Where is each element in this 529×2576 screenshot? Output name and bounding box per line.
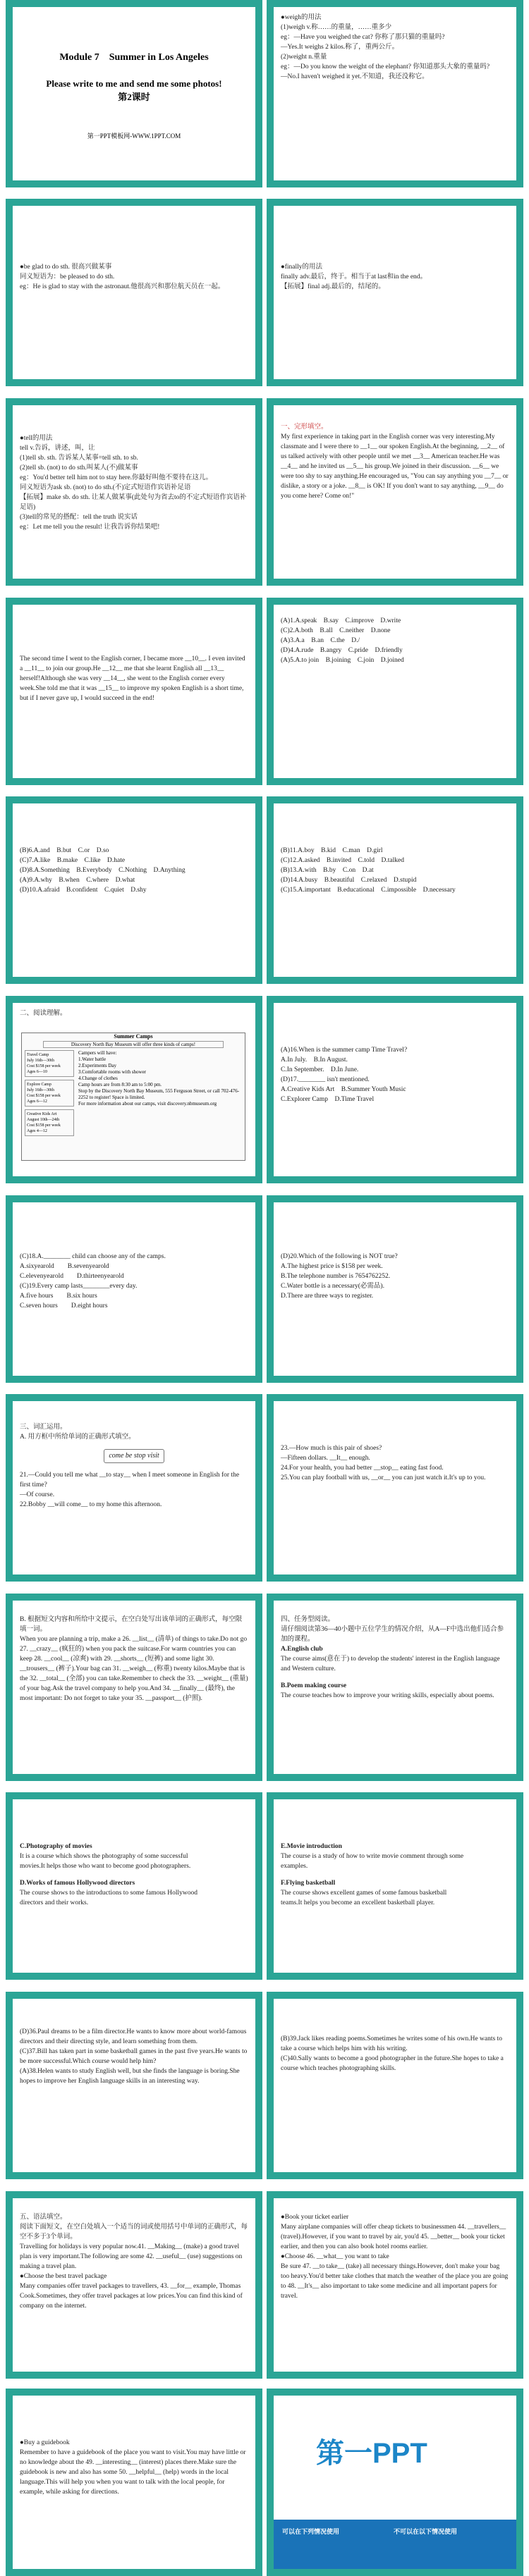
band-left-title: 可以在下列情况使用: [282, 2528, 340, 2535]
instruction: B. 根据短文内容和所给中文提示，在空白处写出该单词的正确形式，每空限填一词。: [20, 1616, 243, 1633]
slide-4[interactable]: [267, 199, 523, 386]
word-box: come be stop visit: [104, 1449, 164, 1463]
answer-line: (A)9.A.why B.when C.where D.what: [20, 877, 135, 884]
answer-line: (B)6.A.and B.but C.or D.so: [20, 847, 109, 854]
section-heading: 二、阅读理解。: [20, 1010, 67, 1017]
text-line: (2)tell sb. (not) to do sth.叫某人(不)做某事: [20, 464, 138, 472]
text-line: 23.—How much is this pair of shoes?: [281, 1445, 382, 1452]
text-line: eg：You'd better tell him not to stay here.你最好叫他不要待在这儿。: [20, 474, 213, 481]
text-line: ●Choose 46. __what__ you want to take: [281, 2253, 389, 2260]
text-line: —Yes.It weighs 2 kilos.称了，重两公斤。: [281, 44, 399, 51]
slide-21-content: [13, 1999, 255, 2172]
text-line: (1)tell sb. sth. 告诉某人某事=tell sth. to sb.: [20, 455, 138, 462]
band-right-title: 不可以在以下情况使用: [394, 2528, 458, 2535]
answer-line: (B)11.A.boy B.kid C.man D.girl: [281, 847, 383, 854]
text-line: (A)38.Helen wants to study English well, but she finds the language is boring.She hopes to improve her English language skills in an interesting way.: [20, 2068, 240, 2085]
table-title: Summer Camps: [114, 1033, 153, 1040]
answer-line: (C)12.A.asked B.invited C.told D.talked: [281, 857, 404, 864]
instruction: 阅读下面短文，在空白处填入一个适当的词或使用括号中单词的正确形式，每空不多于3个单词。: [20, 2224, 248, 2241]
text-line: 25.You can play football with us, __or__ you can just watch it.It's up to you.: [281, 1474, 486, 1481]
text-line: C.Water bottle is a necessary(必需品).: [281, 1283, 384, 1290]
text-line: ●tell的用法: [20, 435, 53, 442]
slide-12-content: [274, 1003, 516, 1176]
answer-line: (A)5.A.to join B.joining C.join D.joined: [281, 657, 404, 664]
text-line: C.Explorer Camp D.Time Travel: [281, 1096, 375, 1103]
answer-line: (B)13.A.with B.by C.on D.at: [281, 867, 374, 874]
text-line: 【拓展】make sb. do sth. 让某人做某事(此处句为省去to的不定式短语作宾语补足语): [20, 494, 247, 511]
text-line: eg：—Do you know the weight of the elephant? 你知道那头大象的重量吗?: [281, 63, 490, 70]
answer-line: (D)14.A.busy B.beautiful C.relaxed D.stupid: [281, 877, 417, 884]
slide-8-content: [274, 605, 516, 778]
text-line: (2)weight n.重量: [281, 54, 327, 61]
slide-11[interactable]: [6, 996, 262, 1183]
slide-22[interactable]: [267, 1992, 523, 2179]
text-line: —Of course.: [20, 1491, 55, 1498]
slide-10-content: [274, 803, 516, 977]
passage: Many companies offer travel packages to travellers, 43. __for__ example, Thomas Cook.Sometimes, they offer travel packages at low prices.You can find this kind of company on the internet.: [20, 2283, 243, 2310]
text-line: eg：Let me tell you the result! 让我告诉你结果吧!: [20, 524, 160, 531]
section-heading: 四、任务型阅读。: [281, 1616, 335, 1623]
text-line: (A)16.When is the summer camp Time Travel?: [281, 1047, 408, 1054]
slide-13-content: [13, 1202, 255, 1376]
section-heading: 一、完形填空。: [281, 424, 328, 431]
slide-1[interactable]: [6, 0, 262, 187]
text-line: eg：—Have you weighed the cat? 你称了那只猫的重量吗?: [281, 34, 445, 41]
slide-3[interactable]: [6, 199, 262, 386]
answer-line: (D)4.A.rude B.angry C.pride D.friendly: [281, 647, 403, 654]
slide-20-content: [274, 1799, 516, 1973]
text-line: eg：He is glad to stay with the astronaut.他很高兴和那位航天员在一起。: [20, 283, 225, 290]
slide-14[interactable]: [267, 1195, 523, 1383]
slide-19-content: [13, 1799, 255, 1973]
ppt-band: [274, 2520, 516, 2569]
slide-15-content: [13, 1401, 255, 1574]
slide-5-content: [13, 405, 255, 579]
ppt-logo: 第一PPT: [316, 2438, 427, 2469]
course-name: D.Works of famous Hollywood directors: [20, 1880, 135, 1887]
course-desc: The course shows excellent games of some famous basketball teams.It helps you become an excellent basketball player.: [281, 1890, 447, 1906]
slide-title: Module 7 Summer in Los Angeles: [59, 52, 209, 63]
instruction: A. 用方框中所给单词的正确形式填空。: [20, 1434, 135, 1441]
text-line: A.In July. B.In August.: [281, 1056, 348, 1064]
answer-line: (D)8.A.Something B.Everybody C.Nothing D.Anything: [20, 867, 186, 874]
passage: The second time I went to the English corner, I became more __10__. I even invited a __11__ to join our group.He __12__ me that she learnt English all __13__ herself!Although she was very __14__, she went to the English corner every week.She told me that it was __15__ to improve my spoken English is a short time, but if I never gave up, I would succeed in the end!: [20, 655, 245, 702]
passage: My first experience in taking part in the English corner was very interesting.My classmate and I were there to __1__ our spoken English.At the beginning, __2__ of us talked actively with other people until we met __3__ American teacher.He was __4__ and he invited us __5__ his group.We joined in their discussion. __6__ we were too shy to say anything.He encouraged us, "You can say anything you __7__ or dislike, a story or a joke. __8__ is OK! If you don't want to say anything, __9__ do you come here? Come on!": [281, 433, 509, 500]
slide-19[interactable]: [6, 1792, 262, 1980]
course-desc: The course is a study of how to write movie comment through some examples.: [281, 1853, 464, 1870]
course-name: F.Flying basketball: [281, 1880, 336, 1887]
course-name: B.Poem making course: [281, 1682, 347, 1689]
slide-2[interactable]: [267, 0, 523, 187]
slide-26[interactable]: [267, 2389, 523, 2576]
text-line: A.sixyearold B.sevenyearold: [20, 1263, 109, 1270]
slide-22-content: [274, 1999, 516, 2172]
slide-14-content: [274, 1202, 516, 1376]
passage: Travelling for holidays is very popular now.41. __Making__ (make) a good travel plan is very important.The following are some 42. __useful__ (use) suggestions on making a travel plan.: [20, 2243, 243, 2270]
text-line: (C)18.A.________ child can choose any of the camps.: [20, 1253, 166, 1260]
text-line: tell v.告诉，讲述，叫，让: [20, 445, 95, 452]
slide-15[interactable]: [6, 1394, 262, 1582]
text-line: (D)20.Which of the following is NOT true?: [281, 1253, 398, 1260]
answer-line: (A)3.A.a B.an C.the D./: [281, 637, 360, 644]
slide-6[interactable]: [267, 398, 523, 586]
bullet-item: ●Choose the best travel package: [20, 2273, 107, 2280]
course-desc: The course aims(意在于) to develop the students' interest in the English language and Western culture.: [281, 1656, 500, 1672]
instruction: 请仔细阅读第36—40小题中五位学生的情况介绍，从A—F中选出他们适合参加的课程。: [281, 1626, 504, 1643]
text-line: Be sure 47. __to take__ (take) all necessary things.However, don't make your bag too heavy.You'd better take clothes that match the weather of the place you are going to 48. __It's__ also important to take some medicine and all important papers for travel.: [281, 2263, 509, 2300]
camp-info: Campers will have: 1.Water battle 2.Experiments Day 3.Comfortable rooms with shower 4.Change of clothes Camp hours are from 8:30 am to 5:00 pm. Stop by the Discovery North Bay Museum, 555 Ferguson Street, or call 702-476-2252 to register! Space is limited. For more information about our camps, visit discovery.nbmuseum.org: [78, 1050, 240, 1107]
slide-24[interactable]: [267, 2191, 523, 2379]
text-line: C.In September. D.In June.: [281, 1066, 359, 1073]
text-line: B.The telephone number is 7654762252.: [281, 1273, 391, 1280]
text-line: 22.Bobby __will come__ to my home this afternoon.: [20, 1501, 162, 1508]
text-line: (D)36.Paul dreams to be a film director.He wants to know more about world-famous directors and their directing style, and learn something from them.: [20, 2028, 247, 2045]
text-line: (C)40.Sally wants to become a good photographer in the future.She hopes to take a course which teaches photographing skills.: [281, 2055, 504, 2072]
slide-21[interactable]: [6, 1992, 262, 2179]
text-line: (3)tell的常见的搭配：tell the truth 说实话: [20, 514, 138, 521]
slide-5[interactable]: [6, 398, 262, 586]
text-line: —No.I haven't weighed it yet.不知道，我还没称它。: [281, 73, 429, 80]
text-line: ●weigh的用法: [281, 14, 322, 21]
slide-18-content: [274, 1601, 516, 1774]
text-line: (C)19.Every camp lasts________every day.: [20, 1283, 138, 1290]
text-line: —Fifteen dollars. __It__ enough.: [281, 1455, 370, 1462]
text-line: (C)37.Bill has taken part in some basketball games in the past five years.He wants to be more successful.Which course would help him?: [20, 2048, 248, 2065]
text-line: Remember to have a guidebook of the place you want to visit.You may have little or no knowledge about the 49. __interesting__ (interest) places there.Make sure the guidebook is new and also has some 50. __helpful__ (help) words in the local language.This will help you when you want to talk with the local people, for example, while asking for directions.: [20, 2449, 246, 2496]
summer-camps-table: [21, 1033, 245, 1161]
slide-9-content: [13, 803, 255, 977]
camp-cell: Travel Camp July 16th—30th Cost $158 per week Ages 6—10: [25, 1050, 74, 1077]
course-name: A.English club: [281, 1646, 323, 1653]
slide-16[interactable]: [267, 1394, 523, 1582]
text-line: 同义短语为：be pleased to do sth.: [20, 273, 115, 281]
answer-line: (D)10.A.afraid B.confident C.quiet D.shy: [20, 887, 147, 894]
slide-12[interactable]: [267, 996, 523, 1183]
slide-20[interactable]: [267, 1792, 523, 1980]
text-line: C.elevenyearold D.thirteenyearold: [20, 1273, 124, 1280]
camp-cell: Explore Camp July 16th—30th Cost $158 per week Ages 6—12: [25, 1080, 74, 1107]
text-line: ●Buy a guidebook: [20, 2439, 70, 2446]
camp-cell: Creative Kids Art August 10th—24th Cost $158 per week Ages 4—12: [25, 1109, 74, 1136]
course-desc: It is a course which shows the photography of some successful movies.It helps those who want to become good photographers.: [20, 1853, 191, 1870]
course-desc: The course shows to the introductions to some famous Hollywood directors and their works.: [20, 1890, 197, 1906]
camp-list: [25, 1050, 74, 1139]
text-line: C.seven hours D.eight hours: [20, 1302, 108, 1309]
slide-8[interactable]: [267, 598, 523, 785]
course-desc: The course teaches how to improve your writing skills, especially about poems.: [281, 1692, 494, 1699]
answer-line: (A)1.A.speak B.say C.improve D.write: [281, 617, 401, 624]
text-line: A.Creative Kids Art B.Summer Youth Music: [281, 1086, 406, 1093]
table-subtitle: Discovery North Bay Museum will offer three kinds of camps!: [43, 1041, 224, 1048]
slide-7-content: [13, 605, 255, 778]
slide-17-content: [13, 1601, 255, 1774]
slide-4-content: [274, 206, 516, 379]
section-heading: 五、语法填空。: [20, 2214, 67, 2221]
slide-16-content: [274, 1401, 516, 1574]
slide-10[interactable]: [267, 796, 523, 984]
slide-23[interactable]: [6, 2191, 262, 2379]
text-line: finally adv.最后，终于。相当于at last和in the end。: [281, 273, 427, 281]
answer-line: (C)15.A.important B.educational C.impossible D.necessary: [281, 887, 456, 894]
text-line: ●Book your ticket earlier: [281, 2214, 349, 2221]
text-line: Many airplane companies will offer cheap tickets to businessmen 44. __travellers__ (travel).However, if you want to travel by air, you'd 45. __better__ book your ticket earlier, and then you can also book hotel rooms earlier.: [281, 2224, 506, 2250]
text-line: ●be glad to do sth. 很高兴做某事: [20, 264, 112, 271]
slide-3-content: [13, 206, 255, 379]
slide-23-content: [13, 2198, 255, 2372]
slide-25[interactable]: [6, 2389, 262, 2576]
section-heading: 三、词汇运用。: [20, 1424, 67, 1431]
text-line: 24.For your health, you had better __stop__ eating fast food.: [281, 1465, 444, 1472]
text-line: 21.—Could you tell me what __to stay__ when I meet someone in English for the first time?: [20, 1472, 240, 1489]
text-line: D.There are three ways to register.: [281, 1293, 374, 1300]
slide-subtitle: Please write to me and send me some photos!: [46, 78, 222, 89]
slide-18[interactable]: [267, 1594, 523, 1781]
text-line: (1)weigh v.称……的重量，……重多少: [281, 24, 392, 31]
slide-credit: 第一PPT模板网-WWW.1PPT.COM: [87, 133, 181, 140]
slide-24-content: [274, 2198, 516, 2372]
slide-6-content: [274, 405, 516, 579]
slide-7[interactable]: [6, 598, 262, 785]
text-line: 【拓展】final adj.最后的，结尾的。: [281, 283, 385, 290]
slide-26-content: [274, 2396, 516, 2569]
slide-2-content: [274, 7, 516, 180]
course-name: C.Photography of movies: [20, 1843, 92, 1850]
text-line: A.The highest price is $158 per week.: [281, 1263, 383, 1270]
answer-line: (C)2.A.both B.all C.neither D.none: [281, 627, 391, 634]
slide-1-content: [13, 7, 255, 180]
slide-13[interactable]: [6, 1195, 262, 1383]
text-line: 同义短语为ask sb. (not) to do sth.(不)定式短语作宾语补足语: [20, 484, 191, 491]
slide-9[interactable]: [6, 796, 262, 984]
slide-17[interactable]: [6, 1594, 262, 1781]
course-name: E.Movie introduction: [281, 1843, 342, 1850]
slide-11-content: [13, 1003, 255, 1176]
text-line: (B)39.Jack likes reading poems.Sometimes he writes some of his own.He wants to take a course which helps him with his writing.: [281, 2035, 502, 2052]
slide-25-content: [13, 2396, 255, 2569]
text-line: (D)17.________ isn't mentioned.: [281, 1076, 370, 1083]
answer-line: (C)7.A.like B.make C.like D.hate: [20, 857, 126, 864]
text-line: ●finally的用法: [281, 264, 323, 271]
text-line: A.five hours B.six hours: [20, 1293, 97, 1300]
passage: When you are planning a trip, make a 26. __list__ (清单) of things to take.Do not go 27. __crazy__ (疯狂的) when you pack the suitcase.For warm countries you can keep 28. __cool__ (凉爽) with 29. __shorts__ (短裤) and some light 30. __trousers__ (裤子).Your bag can 31. __weigh__ (称重) twenty kilos.Maybe that is the 32. __total__ (全部) you can take.Remember to check the 33. __weight__ (重量) of your bag.Ask the travel company to help you.And 34. __finally__ (最终), the most important: Do not forget to take your 35. __passport__ (护照).: [20, 1636, 248, 1702]
slide-lesson: 第2课时: [118, 92, 150, 102]
